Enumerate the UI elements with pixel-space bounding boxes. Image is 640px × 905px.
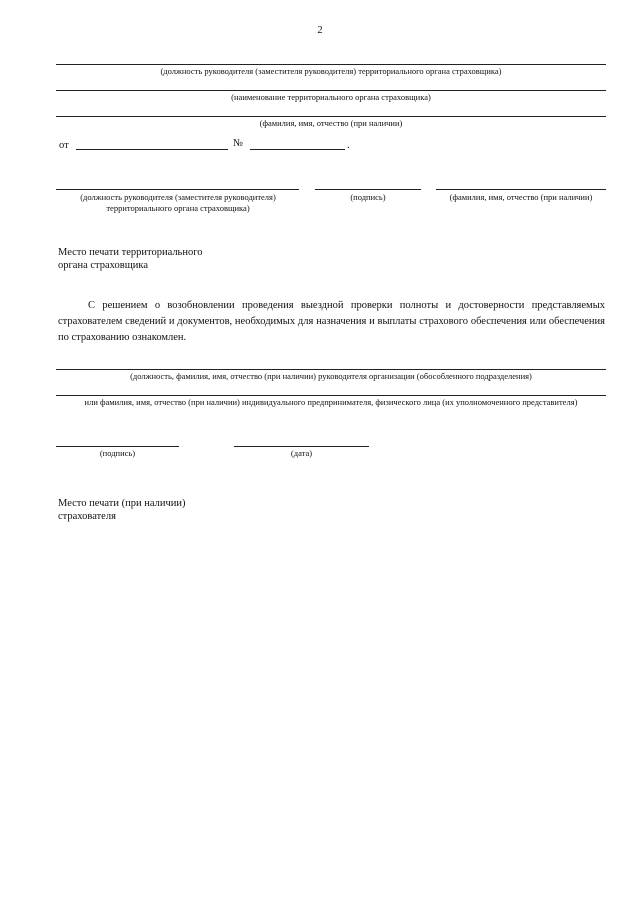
signer-fio-line[interactable] <box>436 189 606 190</box>
signature-caption: (подпись) <box>350 192 386 202</box>
insured-date-line[interactable] <box>234 446 369 447</box>
number-field[interactable] <box>250 149 345 150</box>
official-fio-line[interactable] <box>56 116 606 117</box>
insured-signature-line[interactable] <box>56 446 179 447</box>
insurer-stamp-place: Место печати территориального органа страховщика <box>58 247 203 271</box>
insured-head-line[interactable] <box>56 369 606 370</box>
insured-signature-caption: (подпись) <box>99 448 136 458</box>
number-end-period: . <box>347 140 350 151</box>
from-label: от <box>59 140 69 151</box>
signature-line[interactable] <box>315 189 421 190</box>
official-position-line[interactable] <box>56 64 606 65</box>
insured-head-caption: (должность, фамилия, имя, отчество (при наличии) руководителя организации (обособленного подразделения) <box>130 371 532 381</box>
official-position-caption: (должность руководителя (заместителя руководителя) территориального органа страховщика) <box>160 66 502 76</box>
page-number: 2 <box>317 25 323 36</box>
insured-ip-line[interactable] <box>56 395 606 396</box>
org-name-caption: (наименование территориального органа страховщика) <box>231 92 431 102</box>
official-fio-caption: (фамилия, имя, отчество (при наличии) <box>259 118 403 128</box>
number-label: № <box>233 138 244 149</box>
date-field[interactable] <box>76 149 228 150</box>
insured-date-caption: (дата) <box>290 448 313 458</box>
signer-position-line[interactable] <box>56 189 299 190</box>
acknowledgement-text: С решением о возобновлении проведения выездной проверки полноты и достоверности представляемых страхователем сведений и документов, необходимых для назначения и выплаты страхового обеспечения или обеспечения по страхованию ознакомлен. <box>58 300 605 343</box>
insured-ip-caption: или фамилия, имя, отчество (при наличии) индивидуального предпринимателя, физического лица (их уполномоченного представителя) <box>84 397 578 407</box>
signer-fio-caption: (фамилия, имя, отчество (при наличии) <box>449 192 593 202</box>
insured-stamp-place: Место печати (при наличии) страхователя <box>58 498 186 522</box>
signer-position-caption: (должность руководителя (заместителя руководителя) территориального органа страховщика) <box>80 192 276 213</box>
org-name-line[interactable] <box>56 90 606 91</box>
